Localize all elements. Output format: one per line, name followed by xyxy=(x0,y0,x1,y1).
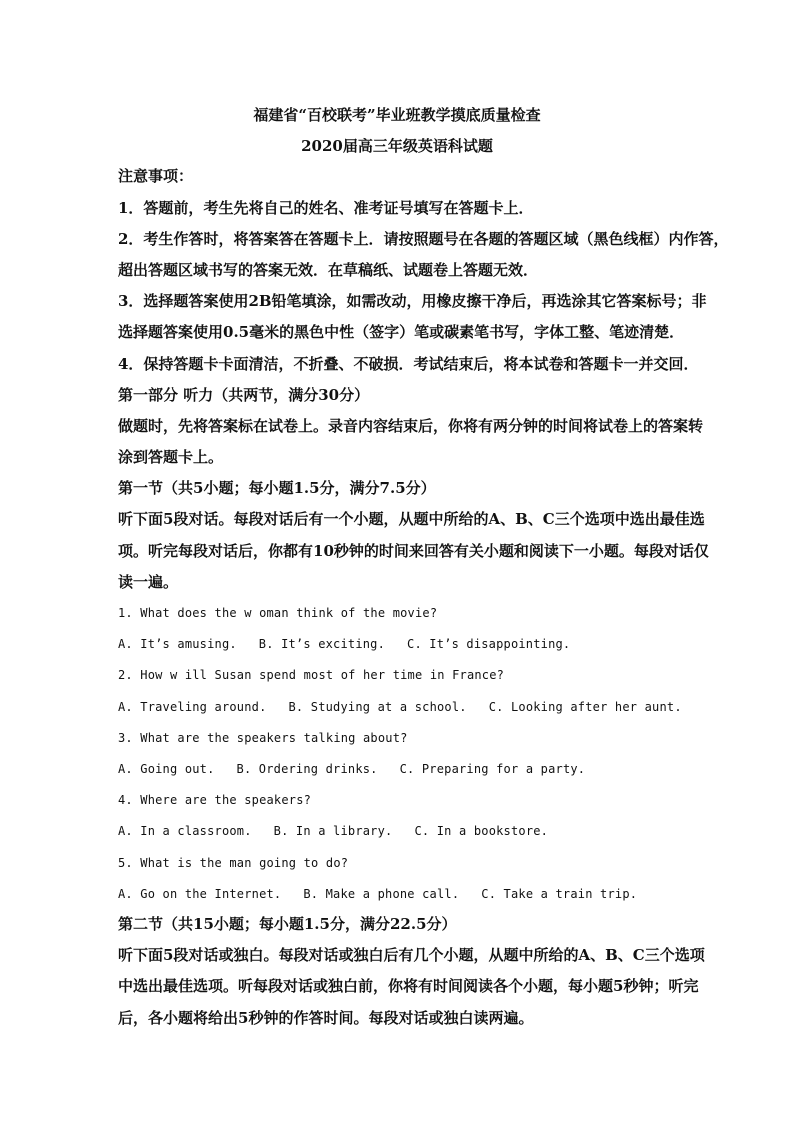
question-1: 1. What does the w oman think of the movie? xyxy=(118,606,438,620)
question-3: 3. What are the speakers talking about? xyxy=(118,731,408,745)
section1-heading: 第一节（共5小题；每小题1.5分，满分7.5分） xyxy=(118,479,436,497)
exam-title: 福建省“百校联考”毕业班教学摸底质量检查 xyxy=(253,106,541,124)
question-4-option-c: C. In a bookstore. xyxy=(414,824,549,838)
part1-intro-line-2: 涂到答题卡上。 xyxy=(118,448,224,466)
question-5-option-a: A. Go on the Internet. xyxy=(118,887,282,901)
section1-intro-line-2: 项。听完每段对话后，你都有10秒钟的时间来回答有关小题和阅读下一小题。每段对话仅 xyxy=(118,542,709,560)
question-4-option-a: A. In a classroom. xyxy=(118,824,252,838)
question-3-option-b: B. Ordering drinks. xyxy=(236,762,378,776)
question-1-option-a: A. It’s amusing. xyxy=(118,637,237,651)
notice-item-3-line-1: 3．选择题答案使用2B铅笔填涂，如需改动，用橡皮擦干净后，再选涂其它答案标号；非 xyxy=(118,292,707,310)
question-5-option-b: B. Make a phone call. xyxy=(303,887,460,901)
question-3-option-c: C. Preparing for a party. xyxy=(399,762,586,776)
question-2-options xyxy=(118,698,682,716)
notice-item-3-line-2: 选择题答案使用0.5毫米的黑色中性（签字）笔或碳素笔书写，字体工整、笔迹清楚． xyxy=(118,323,685,341)
section1-intro-line-3: 读一遍。 xyxy=(118,573,179,591)
question-5: 5. What is the man going to do? xyxy=(118,856,349,870)
notice-item-2-line-2: 超出答题区域书写的答案无效．在草稿纸、试题卷上答题无效． xyxy=(118,261,539,279)
question-2-option-a: A. Traveling around. xyxy=(118,700,267,714)
question-4-options xyxy=(118,822,678,840)
section2-intro-line-2: 中选出最佳选项。听每段对话或独白前，你将有时间阅读各个小题，每小题5秒钟；听完 xyxy=(118,977,699,995)
part1-intro-line-1: 做题时，先将答案标在试卷上。录音内容结束后，你将有两分钟的时间将试卷上的答案转 xyxy=(118,417,704,435)
question-2-option-c: C. Looking after her aunt. xyxy=(488,700,682,714)
question-1-option-b: B. It’s exciting. xyxy=(258,637,386,651)
question-4-option-b: B. In a library. xyxy=(273,824,393,838)
section2-heading: 第二节（共15小题；每小题1.5分，满分22.5分） xyxy=(118,915,457,933)
question-5-option-c: C. Take a train trip. xyxy=(481,887,638,901)
notice-item-2-line-1: 2．考生作答时，将答案答在答题卡上．请按照题号在各题的答题区域（黑色线框）内作答， xyxy=(118,230,729,248)
section1-intro-line-1: 听下面5段对话。每段对话后有一个小题，从题中所给的A、B、C三个选项中选出最佳选 xyxy=(118,510,705,528)
exam-subtitle: 2020届高三年级英语科试题 xyxy=(301,137,493,155)
question-1-options xyxy=(118,635,678,653)
question-4: 4. Where are the speakers? xyxy=(118,793,312,807)
question-2-option-b: B. Studying at a school. xyxy=(288,700,467,714)
section2-intro-line-1: 听下面5段对话或独白。每段对话或独白后有几个小题，从题中所给的A、B、C三个选项 xyxy=(118,946,705,964)
question-5-options xyxy=(118,885,678,903)
notice-item-1: 1．答题前，考生先将自己的姓名、准考证号填写在答题卡上． xyxy=(118,199,534,217)
question-3-option-a: A. Going out. xyxy=(118,762,215,776)
notice-item-4: 4．保持答题卡卡面清洁，不折叠、不破损．考试结束后，将本试卷和答题卡一并交回． xyxy=(118,355,699,373)
notice-heading: 注意事项： xyxy=(118,167,194,185)
question-1-option-c: C. It’s disappointing. xyxy=(407,637,571,651)
part1-heading: 第一部分 听力（共两节，满分30分） xyxy=(118,386,370,404)
question-3-options xyxy=(118,760,678,778)
section2-intro-line-3: 后，各小题将给出5秒钟的作答时间。每段对话或独白读两遍。 xyxy=(118,1009,534,1027)
question-2: 2. How w ill Susan spend most of her time in France? xyxy=(118,668,505,682)
